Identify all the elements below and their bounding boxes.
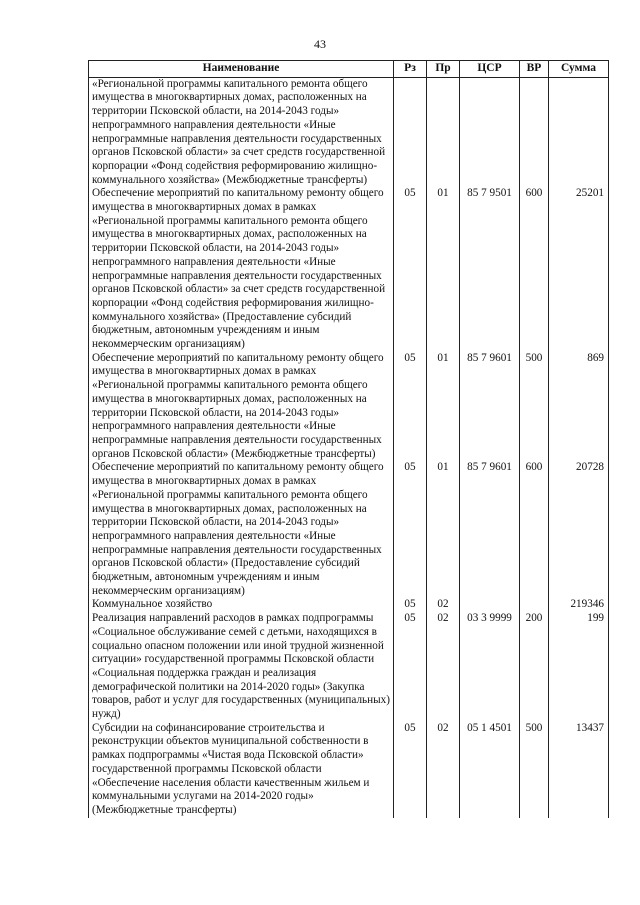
row-rz xyxy=(394,77,427,187)
row-name: Субсидии на софинансирование строительства и реконструкции объектов муниципальной собственности в рамках подпрограммы «Чистая вода Псковской области» государственной программы Псковской области «Обеспечение населения области качественным жильем и коммунальными услугами на 2014-2020 годы» (Межбюджетные трансферты) xyxy=(89,722,394,818)
row-rz: 05 xyxy=(394,352,427,462)
row-pr: 02 xyxy=(427,722,460,818)
header-sum: Сумма xyxy=(549,61,609,78)
row-pr: 01 xyxy=(427,187,460,351)
row-name: Обеспечение мероприятий по капитальному ремонту общего имущества в многоквартирных домах в рамках «Региональной программы капитального ремонта общего имущества в многоквартирных домах, расположенных на территории Псковской области, на 2014-2043 годы» непрограммного направления деятельности «Иные непрограммные направления деятельности государственных органов Псковской области» (Предоставление субсидий бюджетным, автономным учреждениям и иным некоммерческим организациям) xyxy=(89,461,394,598)
row-rz: 05 xyxy=(394,461,427,598)
row-vr: 500 xyxy=(520,722,549,818)
row-csr: 03 3 9999 xyxy=(460,612,520,722)
header-pr: Пр xyxy=(427,61,460,78)
budget-table xyxy=(88,60,609,818)
row-sum xyxy=(549,77,609,187)
row-rz: 05 xyxy=(394,187,427,351)
table-row xyxy=(89,722,609,818)
row-name: Коммунальное хозяйство xyxy=(89,598,394,612)
table-header xyxy=(89,61,609,78)
row-vr: 200 xyxy=(520,612,549,722)
row-pr: 02 xyxy=(427,598,460,612)
row-sum: 199 xyxy=(549,612,609,722)
row-vr xyxy=(520,77,549,187)
row-name: Обеспечение мероприятий по капитальному ремонту общего имущества в многоквартирных домах в рамках «Региональной программы капитального ремонта общего имущества в многоквартирных домах, расположенных на территории Псковской области, на 2014-2043 годы» непрограммного направления деятельности «Иные непрограммные направления деятельности государственных органов Псковской области» (Межбюджетные трансферты) xyxy=(89,352,394,462)
row-csr: 85 7 9601 xyxy=(460,352,520,462)
row-csr: 05 1 4501 xyxy=(460,722,520,818)
row-pr: 01 xyxy=(427,461,460,598)
row-sum: 25201 xyxy=(549,187,609,351)
row-vr: 500 xyxy=(520,352,549,462)
row-name: «Региональной программы капитального ремонта общего имущества в многоквартирных домах, расположенных на территории Псковской области, на 2014-2043 годы» непрограммного направления деятельности «Иные непрограммные направления деятельности государственных органов Псковской области» за счет средств государственной корпорации «Фонд содействия реформированию жилищно-коммунального хозяйства» (Межбюджетные трансферты) xyxy=(89,77,394,187)
row-vr xyxy=(520,598,549,612)
table-row xyxy=(89,598,609,612)
row-rz: 05 xyxy=(394,722,427,818)
header-vr: ВР xyxy=(520,61,549,78)
row-sum: 869 xyxy=(549,352,609,462)
table-row xyxy=(89,612,609,722)
row-csr xyxy=(460,77,520,187)
table-row xyxy=(89,352,609,462)
row-vr: 600 xyxy=(520,187,549,351)
row-sum: 13437 xyxy=(549,722,609,818)
row-rz: 05 xyxy=(394,612,427,722)
row-csr: 85 7 9601 xyxy=(460,461,520,598)
row-pr xyxy=(427,77,460,187)
row-name: Обеспечение мероприятий по капитальному ремонту общего имущества в многоквартирных домах в рамках «Региональной программы капитального ремонта общего имущества в многоквартирных домах, расположенных на территории Псковской области, на 2014-2043 годы» непрограммного направления деятельности «Иные непрограммные направления деятельности государственных органов Псковской области» за счет средств государственной корпорации «Фонд содействия реформирования жилищно-коммунального хозяйства» (Предоставление субсидий бюджетным, автономным учреждениям и иным некоммерческим организациям) xyxy=(89,187,394,351)
row-pr: 02 xyxy=(427,612,460,722)
row-sum: 219346 xyxy=(549,598,609,612)
row-sum: 20728 xyxy=(549,461,609,598)
header-csr: ЦСР xyxy=(460,61,520,78)
table-body xyxy=(89,77,609,817)
table-row xyxy=(89,77,609,187)
header-row xyxy=(89,61,609,78)
page-number: 43 xyxy=(314,37,326,51)
row-pr: 01 xyxy=(427,352,460,462)
row-name: Реализация направлений расходов в рамках подпрограммы «Социальное обслуживание семей с детьми, находящихся в социально опасном положении или иной трудной жизненной ситуации» государственной программы Псковской области «Социальная поддержка граждан и реализация демографической политики на 2014-2020 годы» (Закупка товаров, работ и услуг для государственных (муниципальных) нужд) xyxy=(89,612,394,722)
table-row xyxy=(89,187,609,351)
header-name: Наименование xyxy=(89,61,394,78)
row-vr: 600 xyxy=(520,461,549,598)
header-rz: Рз xyxy=(394,61,427,78)
table-row xyxy=(89,461,609,598)
row-csr xyxy=(460,598,520,612)
row-rz: 05 xyxy=(394,598,427,612)
row-csr: 85 7 9501 xyxy=(460,187,520,351)
